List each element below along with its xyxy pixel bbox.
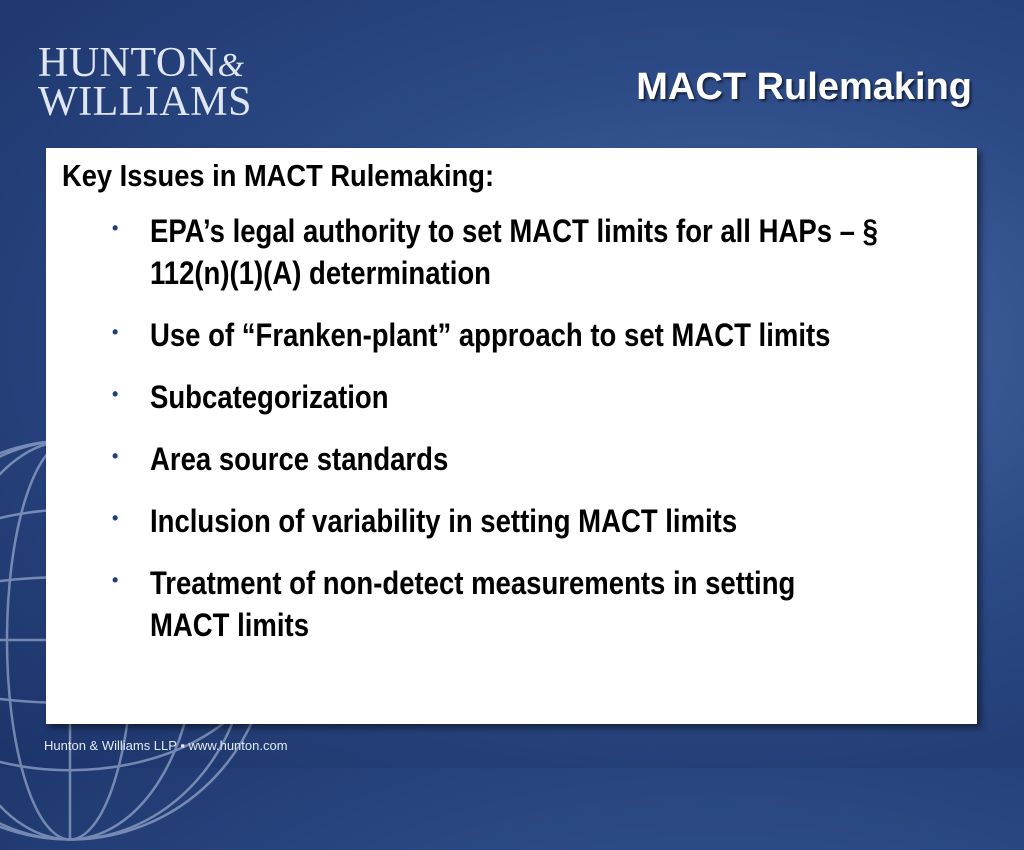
list-item-text: Treatment of non-detect measurements in setting MACT limits — [150, 565, 796, 643]
slide-title: MACT Rulemaking — [636, 66, 972, 108]
list-item — [112, 210, 957, 294]
list-item — [112, 438, 957, 480]
bullet-icon: • — [112, 322, 119, 342]
lead-heading: Key Issues in MACT Rulemaking: — [62, 158, 495, 193]
logo-ampersand: & — [217, 47, 245, 84]
logo-line1: HUNTON — [38, 40, 218, 86]
list-item — [112, 376, 957, 418]
bullet-icon: • — [112, 218, 119, 238]
footer-text: Hunton & Williams LLP ▪ www.hunton.com — [44, 738, 288, 753]
bullet-icon: • — [112, 508, 119, 528]
list-item-text: Subcategorization — [150, 379, 389, 415]
list-item-text: EPA’s legal authority to set MACT limits for all HAPs – § 112(n)(1)(A) determination — [150, 213, 878, 291]
bullet-icon: • — [112, 384, 119, 404]
hunton-williams-logo — [38, 40, 252, 125]
list-item — [112, 314, 957, 356]
list-item — [112, 500, 957, 542]
content-box — [46, 148, 977, 724]
issues-list — [62, 210, 957, 646]
list-item — [112, 562, 957, 646]
list-item-text: Inclusion of variability in setting MACT limits — [150, 503, 738, 539]
list-item-text: Use of “Franken-plant” approach to set MACT limits — [150, 317, 831, 353]
bullet-icon: • — [112, 446, 119, 466]
bullet-icon: • — [112, 570, 119, 590]
list-item-text: Area source standards — [150, 441, 449, 477]
logo-line2: WILLIAMS — [38, 78, 252, 125]
